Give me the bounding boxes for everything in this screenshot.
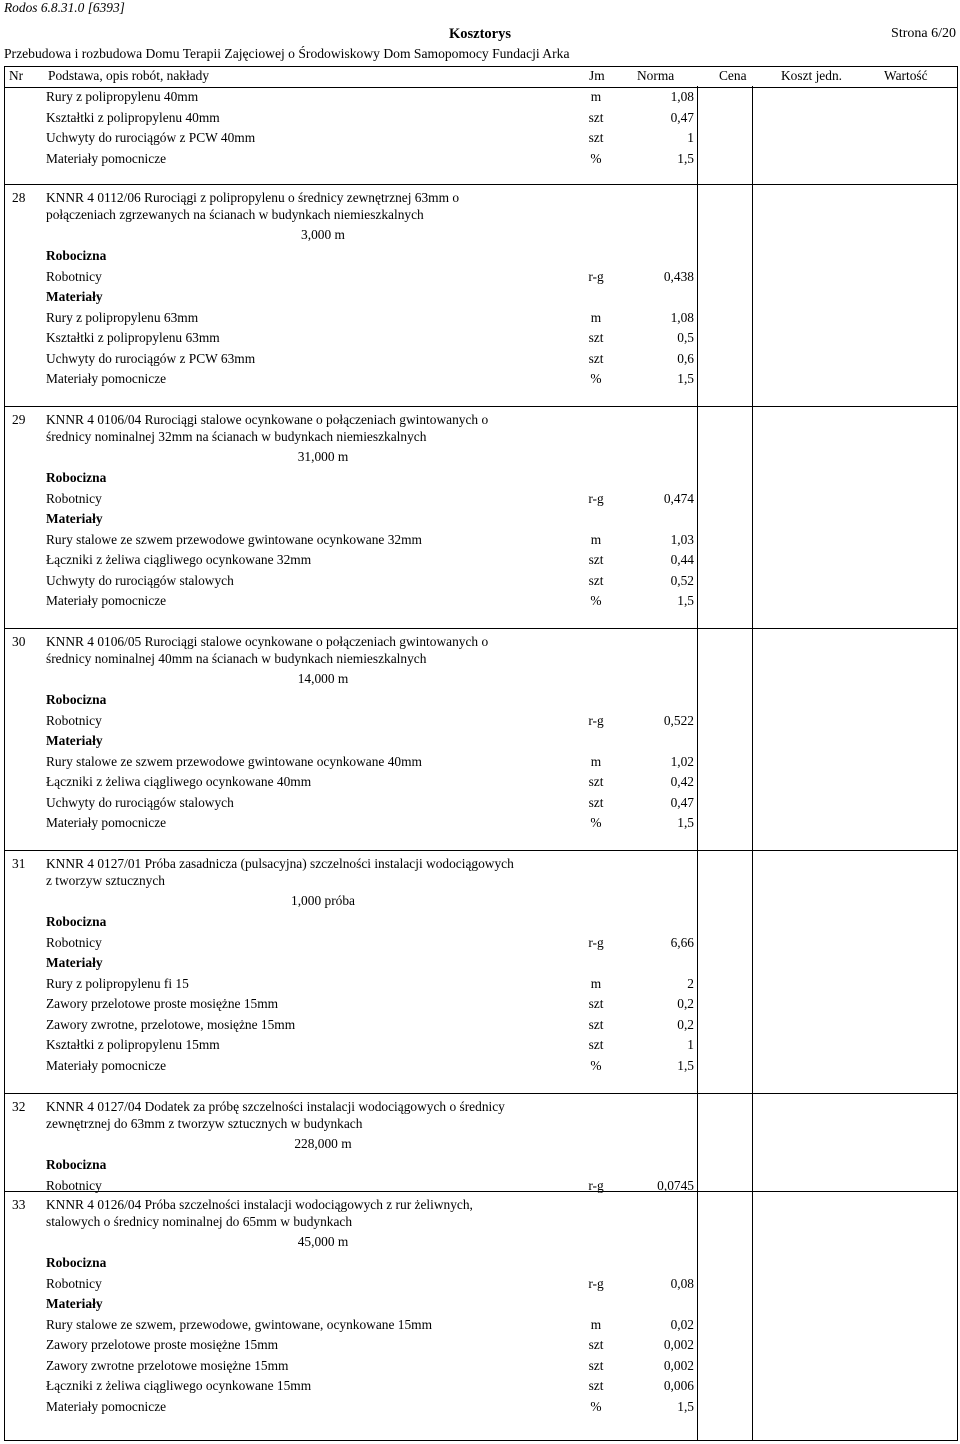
item-name: Zawory przelotowe proste mosiężne 15mm (46, 1337, 279, 1353)
item-unit: szt (588, 552, 604, 568)
page-number: Strona 6/20 (891, 26, 956, 41)
item-norm: 1,08 (670, 89, 694, 104)
list-item (0, 815, 960, 833)
position-number: 31 (12, 856, 26, 871)
list-item (0, 371, 960, 389)
item-norm: 1 (687, 1037, 694, 1053)
item-norm: 6,66 (670, 934, 694, 950)
list-item (0, 1378, 960, 1396)
materials-label: Materiały (46, 1296, 103, 1311)
item-name: Robotnicy (46, 1177, 102, 1193)
item-name: Rury z polipropylenu 40mm (46, 89, 199, 104)
labor-label: Robocizna (46, 248, 107, 263)
list-item (0, 1178, 960, 1196)
list-item (0, 532, 960, 550)
row-separator (4, 850, 958, 851)
item-norm: 1 (687, 130, 694, 146)
list-item (0, 1399, 960, 1417)
item-unit: r-g (588, 712, 604, 728)
position-description: KNNR 4 0127/04 Dodatek za próbę szczelności instalacji wodociągowych o średnicy (46, 1099, 505, 1114)
item-unit: % (590, 1398, 602, 1414)
labor-label: Robocizna (46, 1157, 107, 1172)
list-item (0, 1317, 960, 1335)
section-labor (0, 1255, 960, 1273)
item-norm: 0,006 (663, 1378, 694, 1394)
list-item (0, 330, 960, 348)
quantity: 31,000 m (297, 449, 349, 464)
item-unit: szt (588, 1337, 604, 1353)
position-header (0, 1099, 960, 1117)
position-number: 33 (12, 1197, 26, 1212)
item-unit: % (590, 815, 602, 831)
position-quantity (0, 227, 960, 245)
materials-label: Materiały (46, 733, 103, 748)
labor-label: Robocizna (46, 470, 107, 485)
position-description-cont (0, 651, 960, 669)
position-description-cont (0, 873, 960, 891)
item-unit: r-g (588, 268, 604, 284)
position-header (0, 634, 960, 652)
item-unit: szt (588, 1378, 604, 1394)
item-name: Rury stalowe ze szwem, przewodowe, gwintowane, ocynkowane 15mm (46, 1316, 432, 1332)
list-item (0, 713, 960, 731)
section-materials (0, 511, 960, 529)
item-name: Rury stalowe ze szwem przewodowe gwintowane ocynkowane 32mm (46, 531, 422, 547)
position-description: KNNR 4 0126/04 Próba szczelności instalacji wodociągowych z rur żeliwnych, (46, 1197, 473, 1212)
item-name: Materiały pomocnicze (46, 815, 167, 831)
item-norm: 0,42 (670, 774, 694, 790)
app-title: Rodos 6.8.31.0 [6393] (4, 0, 125, 15)
item-name: Łączniki z żeliwa ciągliwego ocynkowane 15mm (46, 1378, 312, 1394)
list-item (0, 774, 960, 792)
col-koszt: Koszt jedn. (781, 68, 842, 83)
item-norm: 0,47 (670, 794, 694, 810)
item-norm: 0,002 (663, 1357, 694, 1373)
item-unit: m (590, 531, 602, 547)
labor-label: Robocizna (46, 914, 107, 929)
position-header (0, 190, 960, 208)
position-quantity (0, 449, 960, 467)
item-name: Uchwyty do rurociągów z PCW 40mm (46, 130, 256, 146)
item-norm: 0,02 (670, 1316, 694, 1332)
position-number: 28 (12, 190, 26, 205)
list-item (0, 1276, 960, 1294)
position-description-2: z tworzyw sztucznych (46, 873, 165, 888)
item-unit: szt (588, 1016, 604, 1032)
col-nr: Nr (9, 68, 24, 83)
item-name: Uchwyty do rurociągów z PCW 63mm (46, 350, 256, 366)
item-norm: 0,438 (663, 268, 694, 284)
document-title: Kosztorys (448, 26, 511, 42)
section-labor (0, 470, 960, 488)
list-item (0, 754, 960, 772)
project-name: Przebudowa i rozbudowa Domu Terapii Zajęciowej o Środowiskowy Dom Samopomocy Fundacji Arka (4, 46, 570, 61)
item-unit: r-g (588, 490, 604, 506)
item-unit: szt (588, 109, 604, 125)
item-norm: 1,5 (677, 593, 694, 609)
item-name: Materiały pomocnicze (46, 150, 167, 166)
row-separator (4, 628, 958, 629)
list-item (0, 310, 960, 328)
position-quantity (0, 893, 960, 911)
quantity: 3,000 m (301, 227, 345, 242)
table-header (4, 66, 958, 88)
list-item (0, 1337, 960, 1355)
list-item (0, 935, 960, 953)
item-name: Materiały pomocnicze (46, 371, 167, 387)
item-unit: m (590, 1316, 602, 1332)
position-number: 29 (12, 412, 26, 427)
position-description: KNNR 4 0106/04 Rurociągi stalowe ocynkowane o połączeniach gwintowanych o (46, 412, 489, 427)
list-item (0, 351, 960, 369)
position-description-2: zewnętrznej do 63mm z tworzyw sztucznych w budynkach (46, 1116, 363, 1131)
section-labor (0, 248, 960, 266)
item-name: Materiały pomocnicze (46, 1398, 167, 1414)
item-unit: szt (588, 572, 604, 588)
item-name: Robotnicy (46, 268, 102, 284)
position-description-cont (0, 207, 960, 225)
list-item (0, 89, 960, 107)
position-description-2: średnicy nominalnej 40mm na ścianach w budynkach niemieszkalnych (46, 651, 427, 666)
position-description: KNNR 4 0112/06 Rurociągi z polipropylenu o średnicy zewnętrznej 63mm o (46, 190, 460, 205)
item-norm: 0,6 (677, 350, 694, 366)
item-unit: szt (588, 996, 604, 1012)
list-item (0, 1058, 960, 1076)
item-name: Uchwyty do rurociągów stalowych (46, 572, 234, 588)
list-item (0, 491, 960, 509)
item-name: Uchwyty do rurociągów stalowych (46, 794, 234, 810)
col-jm: Jm (589, 68, 605, 83)
item-unit: szt (588, 774, 604, 790)
section-labor (0, 692, 960, 710)
item-unit: m (590, 309, 602, 325)
position-description-2: stalowych o średnicy nominalnej do 65mm w budynkach (46, 1214, 353, 1229)
list-item (0, 269, 960, 287)
position-number: 32 (12, 1099, 26, 1114)
item-name: Rury stalowe ze szwem przewodowe gwintowane ocynkowane 40mm (46, 753, 422, 769)
position-description-2: średnicy nominalnej 32mm na ścianach w budynkach niemieszkalnych (46, 429, 427, 444)
row-separator (4, 1093, 958, 1094)
position-quantity (0, 1136, 960, 1154)
list-item (0, 593, 960, 611)
item-norm: 0,5 (677, 330, 694, 346)
item-norm: 1,5 (677, 1057, 694, 1073)
position-description: KNNR 4 0127/01 Próba zasadnicza (pulsacyjna) szczelności instalacji wodociągowych (46, 856, 514, 871)
quantity: 14,000 m (297, 671, 349, 686)
item-norm: 0,002 (663, 1337, 694, 1353)
item-name: Robotnicy (46, 934, 102, 950)
item-norm: 1,5 (677, 1398, 694, 1414)
materials-label: Materiały (46, 289, 103, 304)
item-norm: 0,2 (677, 996, 694, 1012)
item-norm: 1,5 (677, 371, 694, 387)
item-name: Kształtki z polipropylenu 40mm (46, 109, 220, 125)
quantity: 228,000 m (294, 1136, 352, 1151)
item-name: Robotnicy (46, 490, 102, 506)
position-number: 30 (12, 634, 26, 649)
item-norm: 1,5 (677, 150, 694, 166)
item-unit: szt (588, 330, 604, 346)
item-unit: szt (588, 130, 604, 146)
item-unit: szt (588, 1357, 604, 1373)
materials-label: Materiały (46, 955, 103, 970)
position-description-cont (0, 429, 960, 447)
item-unit: szt (588, 794, 604, 810)
item-norm: 0,44 (670, 552, 694, 568)
item-norm: 0,0745 (657, 1177, 694, 1193)
section-materials (0, 289, 960, 307)
list-item (0, 130, 960, 148)
item-name: Zawory zwrotne, przelotowe, mosiężne 15mm (46, 1016, 296, 1032)
item-norm: 1,02 (670, 753, 694, 769)
item-name: Robotnicy (46, 712, 102, 728)
position-description-cont (0, 1116, 960, 1134)
item-norm: 0,474 (663, 490, 694, 506)
item-norm: 2 (687, 975, 694, 991)
item-norm: 0,08 (670, 1275, 694, 1291)
section-materials (0, 1296, 960, 1314)
list-item (0, 110, 960, 128)
list-item (0, 996, 960, 1014)
list-item (0, 976, 960, 994)
list-item (0, 1017, 960, 1035)
item-name: Rury z polipropylenu 63mm (46, 309, 199, 325)
item-name: Rury z polipropylenu fi 15 (46, 975, 189, 991)
item-unit: szt (588, 350, 604, 366)
item-norm: 0,522 (663, 712, 694, 728)
item-name: Zawory zwrotne przelotowe mosiężne 15mm (46, 1357, 289, 1373)
item-unit: % (590, 1057, 602, 1073)
position-description-cont (0, 1214, 960, 1232)
item-unit: m (590, 753, 602, 769)
list-item (0, 795, 960, 813)
item-name: Łączniki z żeliwa ciągliwego ocynkowane 32mm (46, 552, 312, 568)
quantity: 1,000 próba (291, 893, 355, 908)
item-unit: r-g (588, 934, 604, 950)
position-quantity (0, 1234, 960, 1252)
item-name: Robotnicy (46, 1275, 102, 1291)
item-name: Kształtki z polipropylenu 15mm (46, 1037, 220, 1053)
col-wartosc: Wartość (884, 68, 928, 83)
section-materials (0, 733, 960, 751)
item-unit: m (590, 975, 602, 991)
item-unit: % (590, 150, 602, 166)
row-separator (4, 184, 958, 185)
position-description-2: połączeniach zgrzewanych na ścianach w budynkach niemieszkalnych (46, 207, 424, 222)
item-unit: m (590, 89, 602, 104)
labor-label: Robocizna (46, 692, 107, 707)
col-norma: Norma (637, 68, 675, 83)
position-description: KNNR 4 0106/05 Rurociągi stalowe ocynkowane o połączeniach gwintowanych o (46, 634, 489, 649)
item-norm: 1,03 (670, 531, 694, 547)
section-labor (0, 1157, 960, 1175)
item-name: Kształtki z polipropylenu 63mm (46, 330, 220, 346)
item-norm: 1,5 (677, 815, 694, 831)
item-name: Łączniki z żeliwa ciągliwego ocynkowane 40mm (46, 774, 312, 790)
position-header (0, 1197, 960, 1215)
position-header (0, 856, 960, 874)
quantity: 45,000 m (297, 1234, 349, 1249)
row-separator (4, 406, 958, 407)
section-materials (0, 955, 960, 973)
item-unit: r-g (588, 1177, 604, 1193)
item-norm: 0,52 (670, 572, 694, 588)
row-separator (4, 1191, 958, 1192)
list-item (0, 573, 960, 591)
item-norm: 0,2 (677, 1016, 694, 1032)
position-header (0, 412, 960, 430)
position-quantity (0, 671, 960, 689)
item-name: Materiały pomocnicze (46, 593, 167, 609)
section-labor (0, 914, 960, 932)
col-desc: Podstawa, opis robót, nakłady (48, 68, 210, 83)
item-norm: 0,47 (670, 109, 694, 125)
item-unit: % (590, 371, 602, 387)
list-item (0, 151, 960, 169)
item-norm: 1,08 (670, 309, 694, 325)
col-cena: Cena (719, 68, 747, 83)
item-unit: szt (588, 1037, 604, 1053)
materials-label: Materiały (46, 511, 103, 526)
list-item (0, 1358, 960, 1376)
list-item (0, 552, 960, 570)
item-unit: % (590, 593, 602, 609)
item-name: Zawory przelotowe proste mosiężne 15mm (46, 996, 279, 1012)
item-name: Materiały pomocnicze (46, 1057, 167, 1073)
labor-label: Robocizna (46, 1255, 107, 1270)
item-unit: r-g (588, 1275, 604, 1291)
list-item (0, 1037, 960, 1055)
